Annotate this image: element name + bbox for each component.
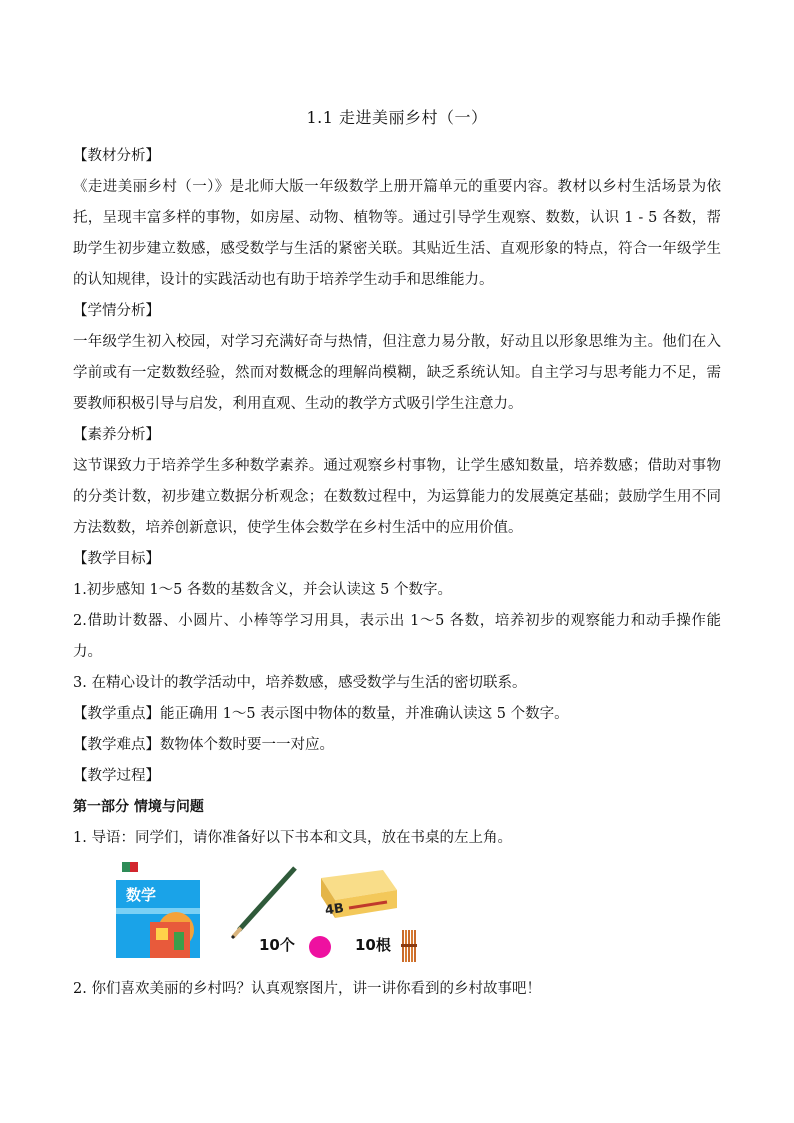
eraser-label-text: 4B	[324, 900, 345, 919]
supplies-illustration	[73, 858, 721, 974]
difficulty-point	[73, 730, 721, 761]
section-heading-literacy: 【素养分析】	[73, 427, 160, 443]
key-point-label: 【教学重点】	[73, 706, 160, 722]
key-point	[73, 699, 721, 730]
step-one-text: 1. 导语：同学们，请你准备好以下书本和文具，放在书桌的左上角。	[73, 830, 512, 846]
literacy-analysis-text: 这节课致力于培养学生多种数学素养。通过观察乡村事物，让学生感知数量，培养数感；借助对事物的分类计数，初步建立数据分析观念；在数数过程中，为运算能力的发展奠定基础；鼓励学生用不同方法数数，培养创新意识，使学生体会数学在乡村生活中的应用价值。	[73, 458, 721, 536]
goal-item-2: 2.借助计数器、小圆片、小棒等学习用具，表示出 1～5 各数，培养初步的观察能力和动手操作能力。	[73, 613, 721, 660]
math-textbook-image	[116, 858, 200, 970]
student-analysis-text: 一年级学生初入校园，对学习充满好奇与热情，但注意力易分散，好动且以形象思维为主。他们在入学前或有一定数数经验，然而对数概念的理解尚模糊，缺乏系统认知。自主学习与思考能力不足，需要教师积极引导与启发，利用直观、生动的教学方式吸引学生注意力。	[73, 334, 721, 412]
document-body	[73, 141, 721, 1005]
count-label-circles: 10个	[259, 936, 295, 954]
counting-sticks-icon	[400, 930, 418, 962]
section-heading-students: 【学情分析】	[73, 303, 160, 319]
goal-item-1: 1.初步感知 1～5 各数的基数含义，并会认读这 5 个数字。	[73, 582, 452, 598]
pencil-image	[229, 862, 303, 940]
count-label-sticks: 10根	[355, 936, 391, 954]
section-heading-goals: 【教学目标】	[73, 551, 160, 567]
goal-item-3: 3. 在精心设计的教学活动中，培养数感，感受数学与生活的密切联系。	[73, 675, 527, 691]
key-point-text: 能正确用 1～5 表示图中物体的数量，并准确认读这 5 个数字。	[160, 706, 569, 722]
section-heading-material: 【教材分析】	[73, 148, 160, 164]
step-two-text: 2. 你们喜欢美丽的乡村吗？认真观察图片，讲一讲你看到的乡村故事吧！	[73, 981, 541, 997]
material-analysis-text: 《走进美丽乡村（一）》是北师大版一年级数学上册开篇单元的重要内容。教材以乡村生活场景为依托，呈现丰富多样的事物，如房屋、动物、植物等。通过引导学生观察、数数，认识 1 - 5 各数，帮助学生初步建立数感，感受数学与生活的紧密关联。其贴近生活、直观形象的特点，符合一年级学生的认知规律，设计的实践活动也有助于培养学生动手和思维能力。	[73, 179, 721, 288]
section-heading-process: 【教学过程】	[73, 768, 160, 784]
eraser-image	[309, 864, 401, 926]
part-one-heading: 第一部分 情境与问题	[73, 799, 204, 815]
page-title: 1.1 走进美丽乡村（一）	[306, 108, 488, 127]
book-title-text: 数学	[126, 886, 157, 904]
counting-circle-icon	[309, 936, 331, 958]
difficulty-label: 【教学难点】	[73, 737, 160, 753]
difficulty-text: 数物体个数时要一一对应。	[160, 737, 334, 753]
